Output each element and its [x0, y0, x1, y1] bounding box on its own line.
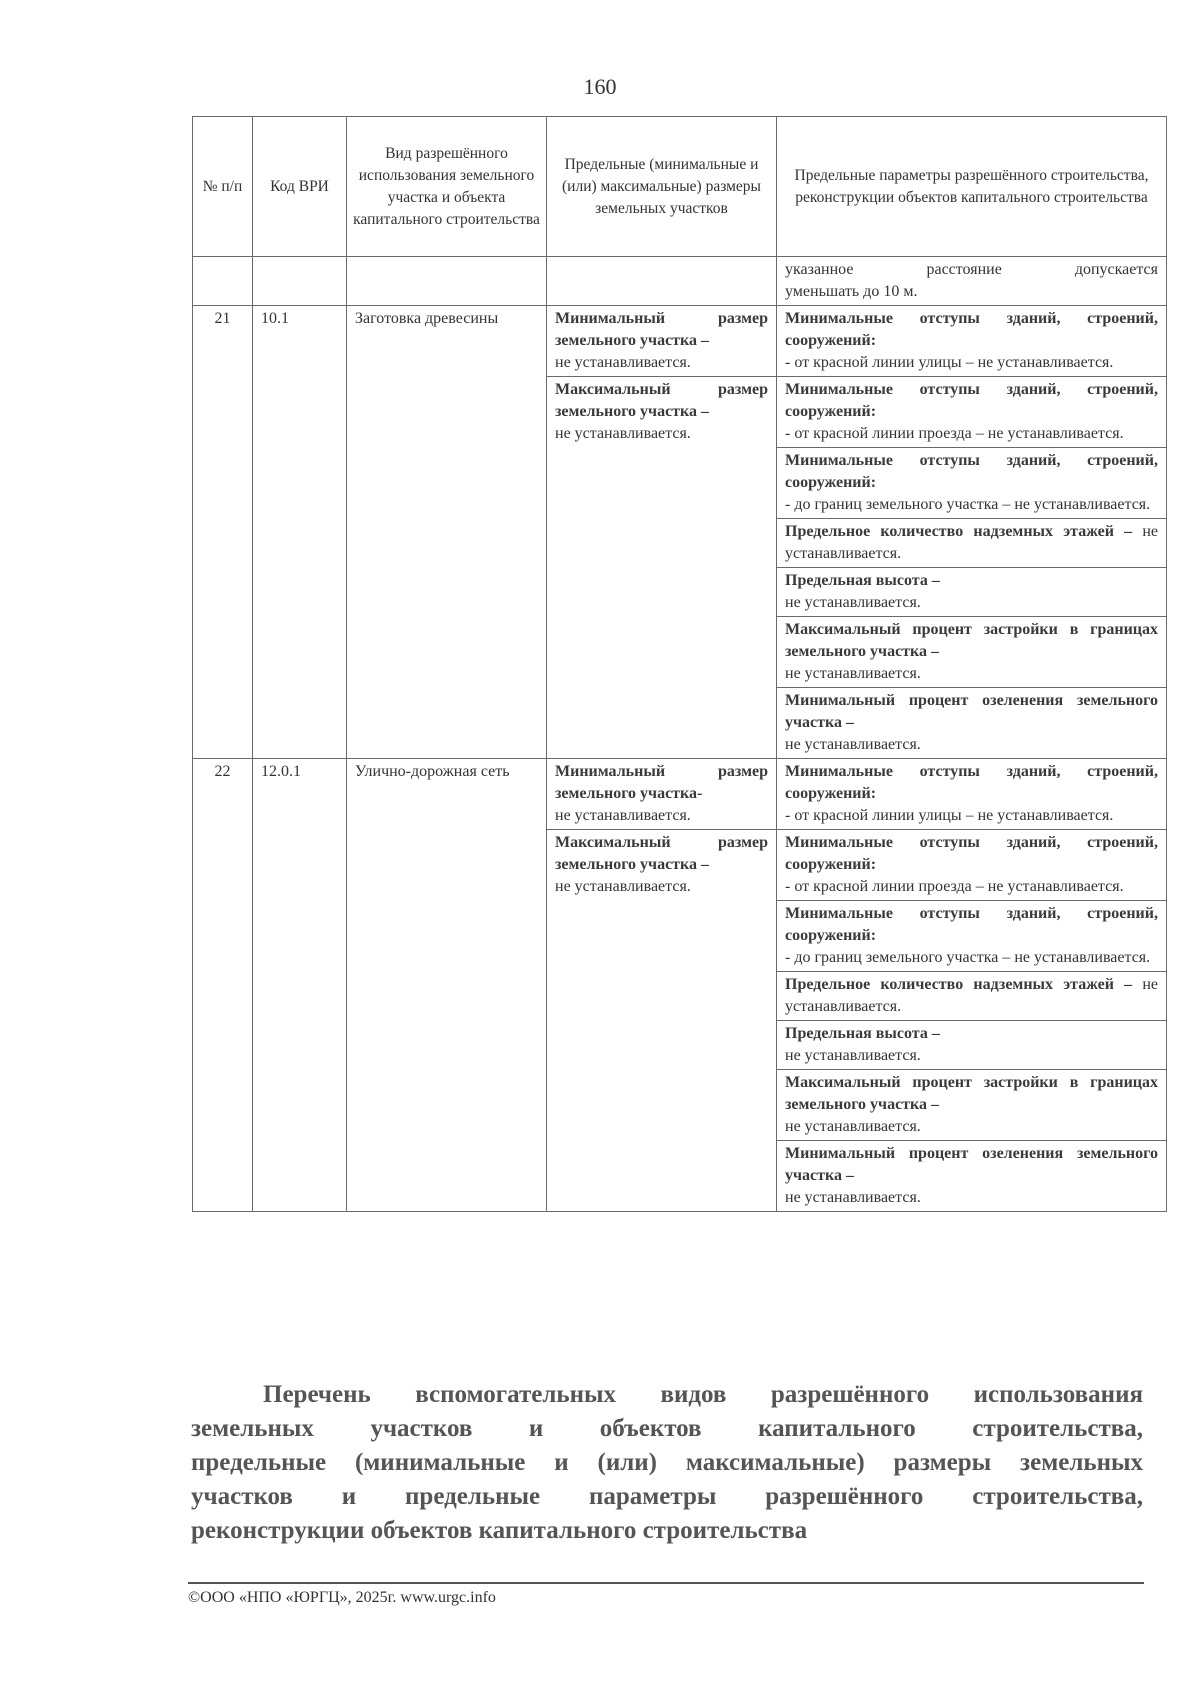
param-value: не устанавливается. — [785, 1047, 921, 1064]
zoning-table — [192, 116, 1167, 1212]
row-size-min — [547, 759, 777, 830]
continuation-line-2: уменьшать до 10 м. — [785, 283, 918, 300]
row-param — [777, 1070, 1167, 1141]
param-label: Минимальный процент озеленения земельного участка – — [785, 692, 1158, 731]
param-value: не устанавливается. — [785, 1189, 921, 1206]
footer-divider — [188, 1582, 1144, 1584]
size-max-label: Максимальный размер земельного участка – — [555, 381, 768, 420]
header-kind: Вид разрешённого использования земельного участка и объекта капитального строительства — [347, 117, 547, 257]
row-size-max — [547, 830, 777, 1212]
row-param — [777, 568, 1167, 617]
size-min-label: Минимальный размер земельного участка – — [555, 310, 768, 349]
heading-line-3: предельные (минимальные и (или) максимальные) размеры земельных — [191, 1449, 1143, 1476]
param-label: Предельное количество надземных этажей – — [785, 523, 1133, 540]
row-param — [777, 448, 1167, 519]
table-row — [193, 759, 1167, 830]
param-value: не устанавливается. — [785, 1118, 921, 1135]
section-heading — [191, 1378, 1143, 1548]
header-code: Код ВРИ — [253, 117, 347, 257]
row-param — [777, 972, 1167, 1021]
heading-line-1: Перечень вспомогательных видов разрешённого использования — [263, 1381, 1143, 1408]
size-max-label: Максимальный размер земельного участка – — [555, 834, 768, 873]
row-code: 12.0.1 — [253, 759, 347, 1212]
row-param — [777, 1021, 1167, 1070]
size-max-value: не устанавливается. — [555, 425, 691, 442]
param-value: - от красной линии проезда – не устанавливается. — [785, 878, 1124, 895]
param-label: Максимальный процент застройки в границах земельного участка – — [785, 621, 1158, 660]
param-label: Предельное количество надземных этажей – — [785, 976, 1133, 993]
heading-line-5: реконструкции объектов капитального строительства — [191, 1517, 808, 1544]
heading-line-4: участков и предельные параметры разрешённого строительства, — [191, 1483, 1143, 1510]
param-label: Предельная высота – — [785, 572, 940, 589]
header-size: Предельные (минимальные и (или) максимальные) размеры земельных участков — [547, 117, 777, 257]
row-param — [777, 519, 1167, 568]
row-number: 22 — [193, 759, 253, 1212]
row-size-min — [547, 306, 777, 377]
param-value: - до границ земельного участка – не устанавливается. — [785, 496, 1151, 513]
param-label: Максимальный процент застройки в границах земельного участка – — [785, 1074, 1158, 1113]
row-param — [777, 901, 1167, 972]
size-min-value: не устанавливается. — [555, 354, 691, 371]
param-label: Минимальные отступы зданий, строений, сооружений: — [785, 763, 1158, 802]
param-label: Предельная высота – — [785, 1025, 940, 1042]
continuation-line-1: указанное расстояние допускается — [785, 261, 1158, 278]
param-value: не устанавливается. — [785, 976, 1158, 1015]
page-number: 160 — [583, 74, 617, 99]
continuation-row — [193, 257, 1167, 306]
row-kind: Заготовка древесины — [347, 306, 547, 759]
size-min-label: Минимальный размер земельного участка- — [555, 763, 768, 802]
row-kind: Улично-дорожная сеть — [347, 759, 547, 1212]
param-label: Минимальные отступы зданий, строений, сооружений: — [785, 905, 1158, 944]
row-param — [777, 306, 1167, 377]
row-param — [777, 617, 1167, 688]
param-label: Минимальные отступы зданий, строений, сооружений: — [785, 452, 1158, 491]
param-value: - от красной линии улицы – не устанавливается. — [785, 354, 1114, 371]
row-param — [777, 377, 1167, 448]
param-value: - от красной линии проезда – не устанавливается. — [785, 425, 1124, 442]
table-row — [193, 306, 1167, 377]
row-param — [777, 1141, 1167, 1212]
size-max-value: не устанавливается. — [555, 878, 691, 895]
param-value: не устанавливается. — [785, 736, 921, 753]
param-value: - до границ земельного участка – не устанавливается. — [785, 949, 1151, 966]
param-label: Минимальный процент озеленения земельного участка – — [785, 1145, 1158, 1184]
param-value: не устанавливается. — [785, 594, 921, 611]
param-label: Минимальные отступы зданий, строений, сооружений: — [785, 310, 1158, 349]
header-num: № п/п — [193, 117, 253, 257]
param-value: не устанавливается. — [785, 523, 1158, 562]
footer-copyright: ©ООО «НПО «ЮРГЦ», 2025г. www.urgc.info — [188, 1589, 496, 1606]
size-min-value: не устанавливается. — [555, 807, 691, 824]
row-param — [777, 830, 1167, 901]
heading-line-2: земельных участков и объектов капитального строительства, — [191, 1415, 1143, 1442]
param-value: не устанавливается. — [785, 665, 921, 682]
param-label: Минимальные отступы зданий, строений, сооружений: — [785, 381, 1158, 420]
continuation-cell — [777, 257, 1167, 306]
param-value: - от красной линии улицы – не устанавливается. — [785, 807, 1114, 824]
row-param — [777, 688, 1167, 759]
row-param — [777, 759, 1167, 830]
row-code: 10.1 — [253, 306, 347, 759]
table-header-row — [193, 117, 1167, 257]
row-number: 21 — [193, 306, 253, 759]
header-params: Предельные параметры разрешённого строительства, реконструкции объектов капитального строительства — [777, 117, 1167, 257]
param-label: Минимальные отступы зданий, строений, сооружений: — [785, 834, 1158, 873]
row-size-max — [547, 377, 777, 759]
